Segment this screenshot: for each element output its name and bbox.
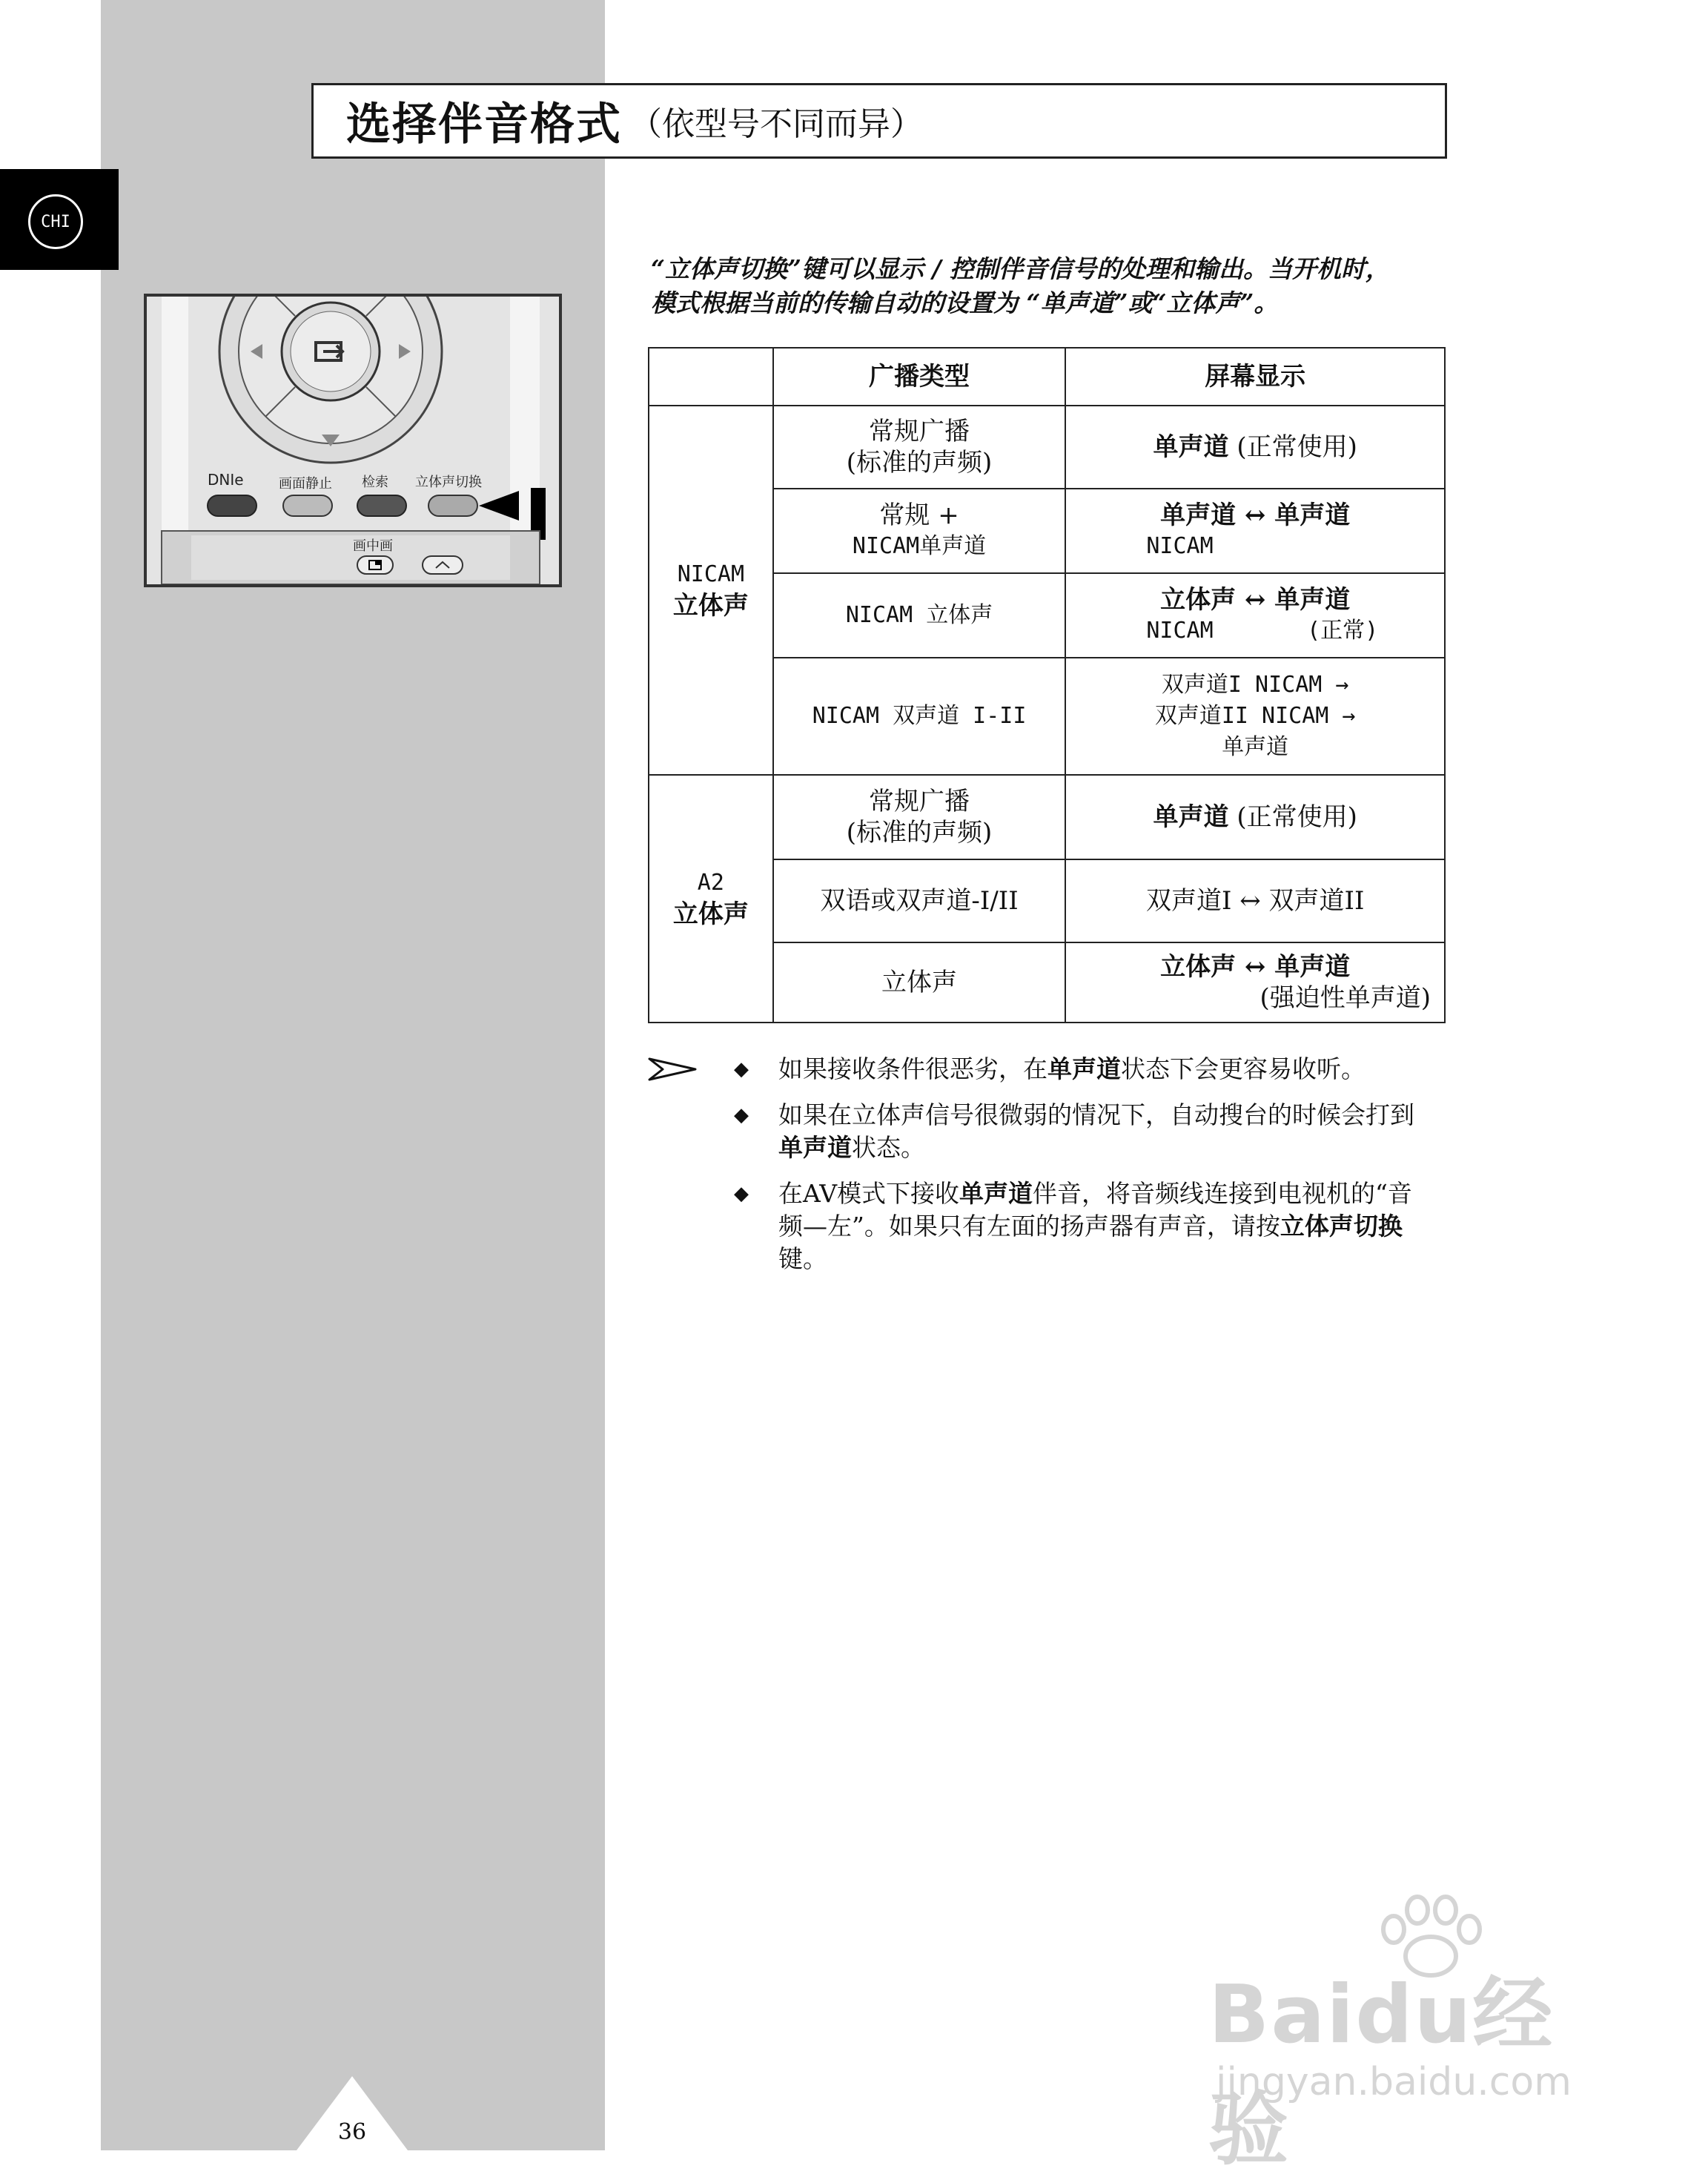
note-text <box>778 1099 1431 1164</box>
note-bold: 单声道 <box>959 1179 1033 1208</box>
type-cell <box>773 406 1066 489</box>
note-text <box>778 1053 1366 1086</box>
note-part: 键。 <box>778 1244 827 1273</box>
diamond-bullet-icon: ◆ <box>734 1058 749 1080</box>
button-label: 立体声切换 <box>415 475 482 490</box>
display-text: (正常使用) <box>1237 802 1357 832</box>
header-broadcast-type: 广播类型 <box>773 348 1066 406</box>
diamond-bullet-icon: ◆ <box>734 1183 749 1205</box>
type-text: NICAM单声道 <box>852 533 987 559</box>
page-title: 选择伴音格式 <box>346 99 622 151</box>
button-label: 画面静止 <box>279 476 332 492</box>
watermark-url: jingyan.baidu.com <box>1216 2060 1572 2104</box>
note-bold: 单声道 <box>1047 1054 1121 1083</box>
display-cell: 双声道I ↔ 双声道II <box>1065 859 1445 942</box>
table-row <box>649 406 1445 489</box>
note-part: 如果接收条件很恶劣，在 <box>778 1054 1047 1083</box>
remote-control-illustration <box>144 294 562 587</box>
page-subtitle: （依型号不同而异） <box>629 105 923 143</box>
header-screen-display: 屏幕显示 <box>1065 348 1445 406</box>
intro-line-2: 模式根据当前的传输自动的设置为 “单声道”或“立体声”。 <box>651 288 1279 317</box>
note-bold: 立体声切换 <box>1280 1212 1403 1241</box>
display-cell <box>1065 573 1445 658</box>
page-title-box <box>311 83 1447 159</box>
group-label: 立体声 <box>672 591 749 621</box>
notes-list <box>734 1053 1431 1289</box>
pip-label: 画中画 <box>353 538 393 554</box>
remote-control-drawing <box>147 297 559 584</box>
watermark <box>1208 1891 1623 2176</box>
group-label: NICAM <box>677 561 745 587</box>
display-cell <box>1065 489 1445 573</box>
type-cell <box>773 775 1066 859</box>
display-text: 单声道 <box>1222 734 1289 760</box>
type-cell: NICAM 双声道 I-II <box>773 658 1066 775</box>
display-text: 立体声 ↔ 单声道 <box>1160 585 1351 615</box>
display-text: 单声道 <box>1153 802 1229 832</box>
group-cell-a2 <box>649 775 773 1023</box>
diamond-bullet-icon: ◆ <box>734 1104 749 1126</box>
type-text: 常规广播 <box>869 787 970 816</box>
display-text: 双声道I NICAM → <box>1161 672 1349 698</box>
list-item <box>734 1177 1431 1275</box>
button-label: 检索 <box>362 475 388 490</box>
type-text: (标准的声频) <box>846 448 993 478</box>
language-badge: CHI <box>28 194 83 249</box>
type-cell <box>773 489 1066 573</box>
display-text: 单声道 <box>1153 432 1229 462</box>
note-bold: 单声道 <box>778 1133 852 1162</box>
list-item <box>734 1099 1431 1164</box>
type-text: 常规广播 <box>869 417 970 446</box>
button-label: DNIe <box>208 471 244 489</box>
type-cell: NICAM 立体声 <box>773 573 1066 658</box>
group-label: 立体声 <box>672 899 749 929</box>
sound-mode-table <box>648 347 1446 1023</box>
type-text: 常规 + <box>879 501 959 530</box>
display-text: 立体声 ↔ 单声道 <box>1160 952 1351 982</box>
display-cell <box>1065 658 1445 775</box>
type-cell: 立体声 <box>773 942 1066 1023</box>
display-text: 双声道II NICAM → <box>1154 703 1356 729</box>
intro-text <box>651 252 1466 320</box>
watermark-logo-text: Baidu经验 <box>1208 1969 1555 2176</box>
display-text: NICAM <box>1146 533 1214 559</box>
note-part: 状态。 <box>852 1133 925 1162</box>
note-text <box>778 1177 1431 1275</box>
display-cell <box>1065 942 1445 1023</box>
list-item <box>734 1053 1431 1086</box>
display-text: (强迫性单声道) <box>1260 983 1431 1013</box>
group-cell-nicam <box>649 406 773 775</box>
table-header-row <box>649 348 1445 406</box>
header-cell-empty <box>649 348 773 406</box>
display-text: NICAM (正常) <box>1146 618 1379 644</box>
note-part: 在AV模式下接收 <box>778 1179 960 1208</box>
note-arrow-icon <box>646 1054 698 1084</box>
group-label: A2 <box>697 870 724 896</box>
type-text: (标准的声频) <box>846 818 993 848</box>
display-text: (正常使用) <box>1237 432 1357 462</box>
display-text: 单声道 ↔ 单声道 <box>1160 501 1351 530</box>
table-row <box>649 775 1445 859</box>
note-part: 伴音，将音频线连接到电视机的“音频—左”。如果只有左面的扬声器有声音，请按 <box>778 1179 1412 1241</box>
type-cell: 双语或双声道-I/II <box>773 859 1066 942</box>
note-part: 如果在立体声信号很微弱的情况下，自动搜台的时候会打到 <box>778 1100 1414 1129</box>
page-number: 36 <box>337 2119 367 2145</box>
note-part: 状态下会更容易收听。 <box>1121 1054 1366 1083</box>
intro-line-1: “立体声切换”键可以显示 / 控制伴音信号的处理和输出。当开机时， <box>651 254 1390 283</box>
display-cell <box>1065 775 1445 859</box>
display-cell <box>1065 406 1445 489</box>
